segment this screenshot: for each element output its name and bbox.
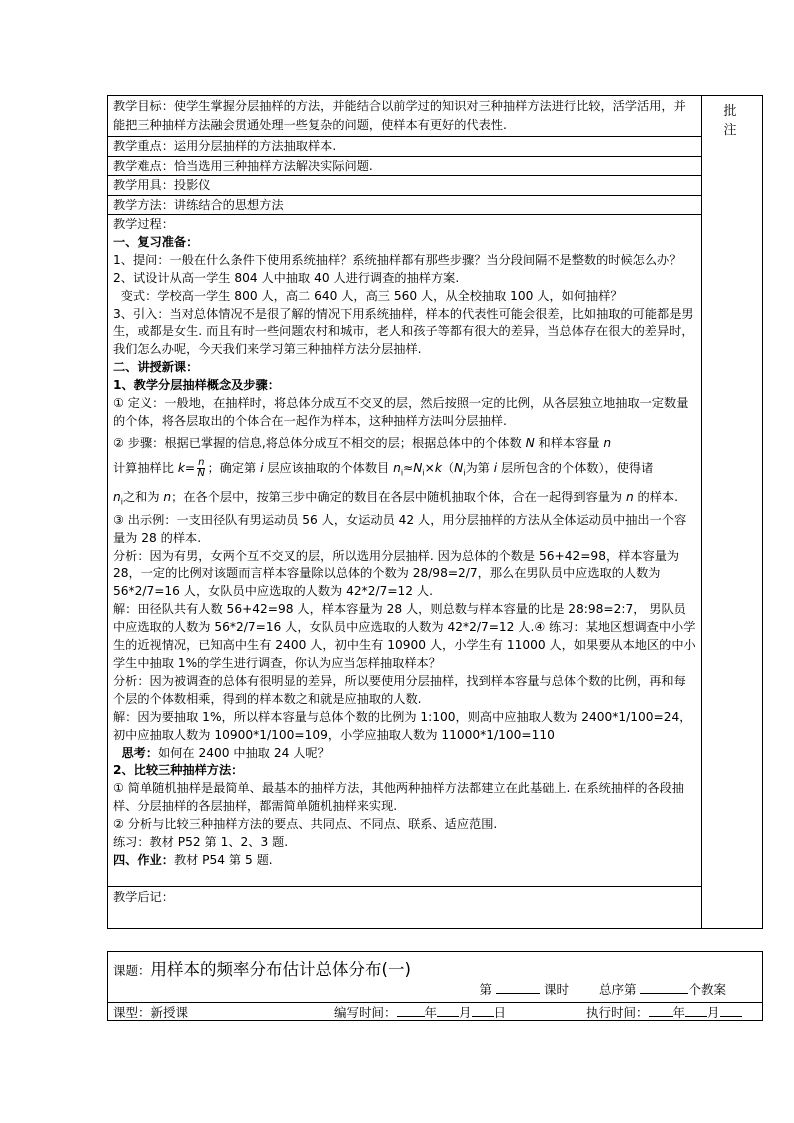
- practice-solution: 解：因为要抽取 1%，所以样本容量与总体个数的比例为 1:100，则高中应抽取人数为 2400*1/100=24，初中应抽取人数为 10900*1/100=109，小学应抽取人数为 11000*1/100=110: [113, 709, 692, 742]
- teaching-process: [108, 215, 701, 887]
- concept-steps-title: 1、教学分层抽样概念及步骤：: [113, 378, 280, 393]
- edit-day: 日: [493, 1005, 507, 1020]
- var-i2: i: [493, 460, 498, 475]
- exec-tail-blank[interactable]: [720, 1005, 742, 1017]
- edit-month-blank[interactable]: [437, 1005, 459, 1017]
- sampling-ratio-fraction: [197, 458, 205, 479]
- equals: =: [184, 460, 196, 475]
- process-heading: 教学过程：: [113, 217, 174, 231]
- edit-day-blank[interactable]: [472, 1005, 494, 1017]
- section-new-title: 二、讲授新课：: [113, 360, 199, 375]
- steps-text-h: 为第: [465, 460, 494, 475]
- difficulty: 教学难点：恰当选用三种抽样方法解决实际问题.: [108, 157, 701, 177]
- fraction-denominator: N: [197, 467, 205, 479]
- var-Ni: N: [413, 460, 423, 475]
- review-intro: 3、引入：当对总体情况不是很了解的情况下用系统抽样，样本的代表性可能会很差，比如抽取的可能都是男生，或都是女生. 而且有时一些问题农村和城市，老人和孩子等都有很大的差异，当总体存在很大的差异时，我们怎么办呢，今天我们来学习第三种抽样方法分层抽样.: [113, 306, 694, 357]
- think: [113, 745, 697, 763]
- steps-text-l: 之和为: [122, 490, 164, 505]
- var-N: N: [525, 435, 535, 450]
- teaching-goal: 教学目标：使学生掌握分层抽样的方法，并能结合以前学过的知识对三种抽样方法进行比较，活学活用，并能把三种抽样方法融会贯通处理一些复杂的问题，使样本有更好的代表性.: [108, 96, 701, 137]
- notes-header: 批 注: [723, 104, 747, 138]
- order-blank[interactable]: [640, 982, 688, 994]
- practice-analysis: 分析：因为被调查的总体有很明显的差异，所以要使用分层抽样，找到样本容量与总体个数的比例，再和每个层的个体数相乘，得到的样本数之和就是应抽取的人数.: [113, 673, 686, 706]
- teaching-tools: 教学用具：投影仪: [108, 176, 701, 196]
- teaching-method: 教学方法：讲练结合的思想方法: [108, 196, 701, 216]
- var-n2: n: [163, 490, 172, 505]
- key-point: 教学重点：运用分层抽样的方法抽取样本.: [108, 137, 701, 157]
- edit-year: 年: [424, 1005, 438, 1020]
- review-design: 2、试设计从高一学生 804 人中抽取 40 人进行调查的抽样方案.: [113, 270, 460, 285]
- homework-text: 教材 P54 第 5 题.: [173, 852, 273, 867]
- title-text: 用样本的频率分布估计总体分布(一): [150, 960, 411, 979]
- lesson-header-table: [107, 951, 763, 1021]
- period-order-line: [480, 980, 726, 998]
- steps-text-o: 的样本.: [633, 490, 678, 505]
- var-k: k: [177, 460, 185, 475]
- steps-text-g: （: [441, 460, 455, 475]
- section-review-title: 一、复习准备：: [113, 234, 199, 249]
- think-text: 如何在 2400 中抽取 24 人呢？: [158, 745, 330, 760]
- var-n: n: [603, 435, 612, 450]
- steps-tail: [113, 490, 678, 507]
- exec-time: [586, 1003, 742, 1021]
- lesson-type: 课型：新授课: [113, 1005, 189, 1020]
- steps-text-d: ；确定第: [207, 460, 261, 475]
- var-Ni-sub: i: [422, 468, 425, 478]
- lesson-meta-row: [108, 1002, 762, 1020]
- steps-text-b: 和样本容量: [534, 435, 604, 450]
- exec-year: 年: [672, 1005, 686, 1020]
- var-k2: k: [434, 460, 442, 475]
- steps-text-e: 层应该抽取的个体数目: [263, 460, 394, 475]
- lesson-plan-table: [107, 95, 763, 929]
- title-prefix: 课题：: [113, 963, 151, 978]
- example-question: ③ 出示例：一支田径队有男运动员 56 人，女运动员 42 人，用分层抽样的方法从全体运动员中抽出一个容量为 28 的样本.: [113, 512, 687, 545]
- notes-column: [702, 96, 762, 928]
- period-blank[interactable]: [496, 982, 540, 994]
- lesson-title: [113, 956, 411, 980]
- homework-title: 四、作业：: [113, 852, 174, 867]
- var-ni-sub: i: [400, 468, 404, 478]
- exercise: 练习：教材 P52 第 1、2、3 题.: [113, 835, 289, 850]
- homework: [113, 852, 697, 870]
- edit-label: 编写时间：: [334, 1005, 397, 1020]
- period-prefix: 第: [479, 982, 493, 997]
- think-label: 思考：: [113, 745, 159, 760]
- times: ×: [424, 460, 435, 475]
- compare-title: 2、比较三种抽样方法：: [113, 763, 244, 778]
- var-Ni2-sub: i: [463, 468, 466, 478]
- steps-text-c: 计算抽样比: [113, 460, 178, 475]
- var-ni: n: [393, 460, 401, 475]
- steps-text-m: ；在各个层中，按第三步中确定的数目在各层中随机抽取个体，合在一起得到容量为: [171, 490, 626, 505]
- exec-month-blank[interactable]: [685, 1005, 707, 1017]
- var-i: i: [260, 460, 264, 475]
- steps-text-a: ② 步骤：根据已掌握的信息,将总体分成互不相交的层；根据总体中的个体数: [113, 435, 526, 450]
- steps-text-j: 层所包含的个体数），使得诸: [497, 460, 654, 475]
- lesson-title-row: [108, 952, 762, 1003]
- period-suffix: 课时: [544, 982, 570, 997]
- definition: ① 定义：一般地，在抽样时，将总体分成互不交叉的层，然后按照一定的比例，从各层独立地抽取一定数量的个体，将各层取出的个体合在一起作为样本，这种抽样方法叫分层抽样.: [113, 396, 689, 428]
- compare-point-1: ① 简单随机抽样是最简单、最基本的抽样方法，其他两种抽样方法都建立在此基础上. 在系统抽样的各段抽样、分层抽样的各层抽样，都需简单随机抽样来实现.: [113, 781, 684, 814]
- exec-year-blank[interactable]: [649, 1005, 673, 1017]
- steps: [113, 431, 697, 512]
- edit-time: [334, 1003, 506, 1021]
- var-ni2: n: [113, 490, 121, 505]
- postscript: 教学后记：: [113, 890, 174, 904]
- review-variant: 变式：学校高一学生 800 人，高二 640 人，高三 560 人，从全校抽取 100 人，如何抽样？: [113, 288, 623, 303]
- exec-label: 执行时间：: [586, 1005, 649, 1020]
- example-analysis: 分析：因为有男，女两个互不交叉的层，所以选用分层抽样. 因为总体的个数是 56+42=98，样本容量为 28，一定的比例对该题而言样本容量除以总体的个数为 28/98=2/7，那么在男队员中应选取的人数为 56*2/7=16 人，女队员中应选取的人数为 42*2/7=12 人.: [113, 548, 680, 599]
- review-question: 1、提问：一般在什么条件下使用系统抽样？系统抽样都有那些步骤？当分段间隔不是整数的时候怎么办？: [113, 252, 682, 267]
- exec-month: 月: [707, 1005, 720, 1020]
- order-prefix: 总序第: [598, 982, 637, 997]
- order-suffix: 个教案: [688, 982, 726, 997]
- edit-year-blank[interactable]: [397, 1005, 425, 1017]
- var-ni2-sub: i: [120, 497, 123, 507]
- edit-month: 月: [459, 1005, 472, 1020]
- var-Ni2: N: [454, 460, 464, 475]
- fraction-numerator: n: [198, 456, 205, 468]
- compare-point-2: ② 分析与比较三种抽样方法的要点、共同点、不同点、联系、适应范围.: [113, 817, 498, 832]
- content-column: [108, 96, 702, 928]
- var-n3: n: [625, 490, 634, 505]
- approx: ≈: [403, 460, 414, 475]
- example-solution: 解：田径队共有人数 56+42=98 人，样本容量为 28 人，则总数与样本容量的比是 28:98=2:7， 男队员中应选取的人数为 56*2/7=16 人，女队员中应选取的人数为 42*2/7=12 人.④ 练习：某地区想调查中小学生的近视情况，已知高中生有 2400 人，初中生有 10900 人，小学生有 11000 人，如果要从本地区的中小学生中抽取 1%的学生进行调查，你认为应当怎样抽取样本？: [113, 602, 696, 670]
